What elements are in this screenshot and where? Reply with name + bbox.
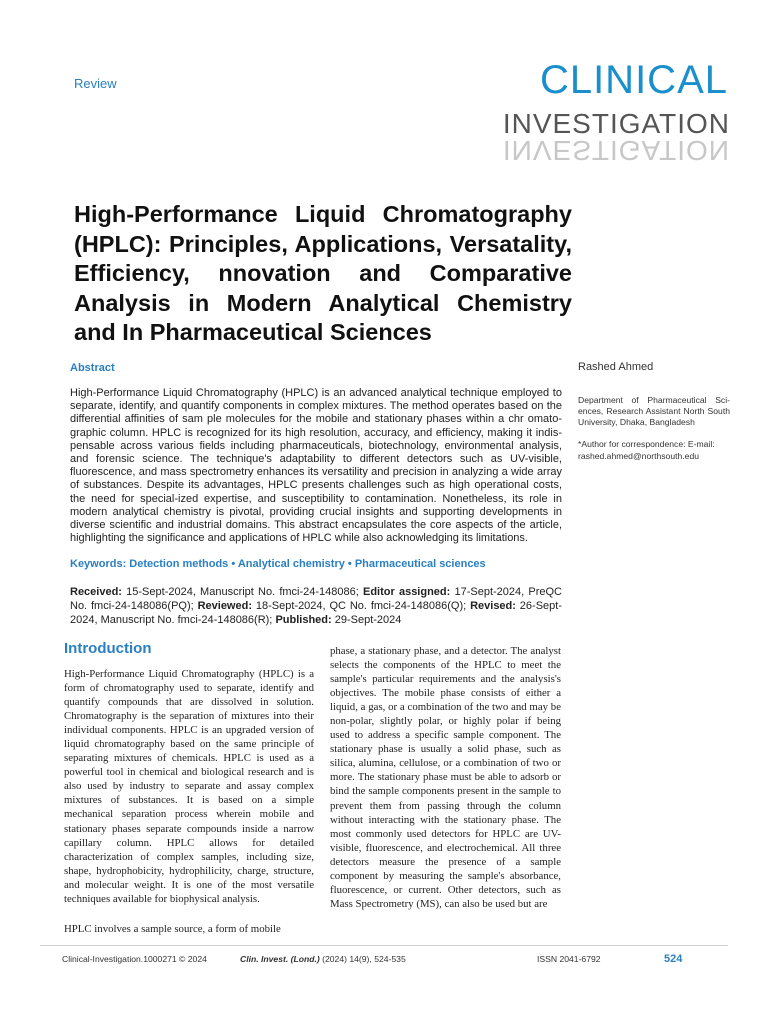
keywords: Keywords: Detection methods • Analytical chemistry • Pharmaceutical sciences <box>70 558 486 570</box>
correspondence <box>578 438 736 462</box>
section-tag: Review <box>74 76 117 91</box>
footer-divider <box>40 945 728 946</box>
received-value: 15-Sept-2024, Manuscript No. fmci-24-148086; <box>121 586 363 598</box>
footer-issn: ISSN 2041-6792 <box>537 954 601 964</box>
editor-label: Editor assigned: <box>363 586 451 598</box>
footer-copyright: Clinical-Investigation.1000271 © 2024 <box>62 954 207 964</box>
intro-column1-paragraph1: High-Performance Liquid Chromatography (HPLC) is a form of chromatography used to separate, identify and quantify compounds that are dissolved in solution. Chromatography is the separation of mixtures into their individual components. HPLC is an upgraded version of liquid chromatography based on the same principle of separating mixtures of chemicals. HPLC is used as a powerful tool in chemical and biological research and is also used by industry to separate and assay complex mixtures of substances. It is based on a simple mechanical separation process wherein mobile and stationary phases separate compounds inside a narrow capillary column. HPLC allows for detailed characterization of complex samples, including size, shape, hydrophobicity, hydrophilicity, charge, structure, and molecular weight. It is one of the most versatile techniques available for biophysical analysis. <box>64 668 314 905</box>
author-name: Rashed Ahmed <box>578 361 654 373</box>
author-email[interactable]: rashed.ahmed@northsouth.edu <box>578 451 700 461</box>
footer-citation <box>240 954 406 964</box>
revised-label: Revised: <box>470 600 516 613</box>
reviewed-label: Reviewed: <box>197 600 252 613</box>
citation-journal: Clin. Invest. (Lond.) <box>240 954 320 964</box>
article-title: High-Performance Liquid Chromatography (HPLC): Principles, Applications, Versatality, Efficiency, nnovation and Comparative Analysis in Modern Analytical Chemistry and In Pharmaceutical Sciences <box>74 201 572 345</box>
intro-column2-text: phase, a stationary phase, and a detector. The analyst selects the components of the HPLC to meet the sample's particular requirements and the analysis's objectives. The mobile phase consists of either a liquid, a gas, or a combination of the two and may be non-polar, slightly polar, or highly polar if being used to address a specific sample component. The stationary phase is usually a solid phase, such as silica, alumina, cellulose, or a combination of two or more. The stationary phase must be able to adsorb or bind the sample components present in the sample to prevent them from passing through the column without interacting with the stationary phase. The most commonly used detectors for HPLC are UV-visible, fluorescence, and electrochemical. All three detectors measure the presence of a sample component by measuring the sample's absorbance, fluorescence, or current. Other detectors, such as Mass Spectrometry (MS), can also be used but are <box>330 645 561 910</box>
editor-value: 17-Sept-2024, PreQC No. fmci-24-148086(PQ); <box>70 586 563 613</box>
published-value: 29-Sept-2024 <box>331 614 402 627</box>
article-dates <box>70 585 562 628</box>
introduction-heading: Introduction <box>64 640 152 657</box>
intro-column1-paragraph2: HPLC involves a sample source, a form of mobile <box>64 923 281 935</box>
reviewed-value: 18-Sept-2024, QC No. fmci-24-148086(Q); <box>252 600 471 613</box>
author-affiliation: Department of Pharmaceutical Sci-ences, Research Assistant North South University, Dhaka, Bangladesh <box>578 395 730 427</box>
abstract-text: High-Performance Liquid Chromatography (HPLC) is an advanced analytical technique employed to separate, identify, and quantify components in complex mixtures. The method operates based on the differential affinities of sam ple molecules for the mobile and stationary phases within a chr omato-graphic column. HPLC is recognized for its high resolution, accuracy, and efficiency, making it indis-pensable across various fields including pharmaceuticals, biotechnology, environmental analysis, and forensic science. The technique's adaptability to different detectors such as UV-visible, fluorescence, and mass spectrometry enhances its versatility and precision in analyzing a wide array of substances. Despite its advantages, HPLC presents challenges such as high operational costs, the need for special-ized expertise, and susceptibility to contamination. Nonetheless, its role in modern analytical chemistry is pivotal, providing crucial insights and supporting developments in diverse scientific and industrial domains. This abstract encapsulates the core aspects of the article, highlighting the significance and applications of HPLC while also acknowledging its limitations. <box>70 387 562 545</box>
journal-logo-line2: INVESTIGATION <box>502 108 730 139</box>
page-number: 524 <box>664 953 683 965</box>
journal-logo-line1: CLINICAL <box>539 58 728 102</box>
published-label: Published: <box>275 614 332 627</box>
abstract-heading: Abstract <box>70 362 115 374</box>
revised-value: 26-Sept-2024, Manuscript No. fmci-24-148086(R); <box>70 600 563 627</box>
correspondence-label: *Author for correspondence: E-mail: <box>578 439 715 449</box>
journal-logo-reflection: INVESTIGATION <box>502 135 730 166</box>
citation-details: (2024) 14(9), 524-535 <box>319 954 406 964</box>
received-label: Received: <box>70 586 122 598</box>
